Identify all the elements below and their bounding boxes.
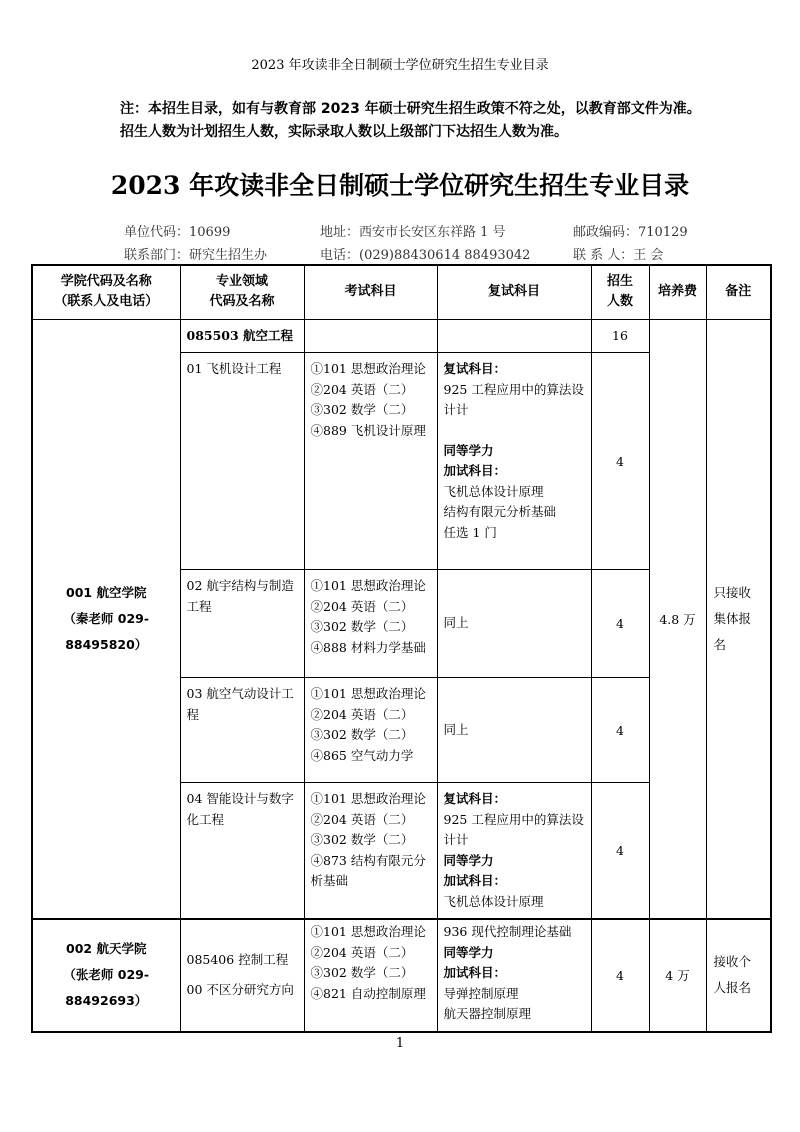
quota-cell: 4 <box>591 353 649 570</box>
quota-cell: 4 <box>591 570 649 678</box>
quota-cell: 4 <box>591 678 649 783</box>
retest-cell: 复试科目： 925 工程应用中的算法设计计 同等学力 加试科目： 飞机总体设计原理 结构有限元分析基础 任选 1 门 <box>437 353 591 570</box>
field-cell: 085406 控制工程 00 不区分研究方向 <box>180 919 304 1032</box>
notice <box>120 98 740 144</box>
address: 地址：西安市长安区东祥路 1 号 <box>320 225 506 240</box>
contact-person: 联 系 人：王 会 <box>573 248 664 263</box>
empty-cell <box>304 319 437 353</box>
header-row <box>32 265 771 319</box>
contact-dept: 联系部门：研究生招生办 <box>124 248 268 263</box>
college-name: 002 航天学院 <box>66 941 147 957</box>
college-cell <box>32 319 180 919</box>
exam-cell: ①101 思想政治理论 ②204 英语（二） ③302 数学（二） ④865 空气动力学 <box>304 678 437 783</box>
page-number: 1 <box>395 1036 405 1051</box>
empty-cell <box>437 319 591 353</box>
header-note: 备注 <box>706 265 771 319</box>
exam-cell: ①101 思想政治理论 ②204 英语（二） ③302 数学（二） ④889 飞机设计原理 <box>304 353 437 570</box>
table-row <box>32 319 771 353</box>
college-contact: （张老师 029-88492693） <box>63 967 150 1009</box>
note-cell: 只接收集体报名 <box>706 319 771 919</box>
running-header: 2023 年攻读非全日制硕士学位研究生招生专业目录 <box>251 58 549 73</box>
table-row <box>32 919 771 1032</box>
retest-cell: 同上 <box>437 678 591 783</box>
header-fee: 培养费 <box>649 265 706 319</box>
postal-code: 邮政编码：710129 <box>573 225 688 240</box>
fee-cell: 4.8 万 <box>649 319 706 919</box>
direction-cell: 02 航宇结构与制造工程 <box>180 570 304 678</box>
field-title: 085503 航空工程 <box>186 327 294 343</box>
retest-cell: 同上 <box>437 570 591 678</box>
notice-line-1: 注：本招生目录，如有与教育部 2023 年硕士研究生招生政策不符之处，以教育部文件为准。 <box>120 101 701 117</box>
notice-line-2: 招生人数为计划招生人数，实际录取人数以上级部门下达招生人数为准。 <box>120 124 568 140</box>
field-title-cell <box>180 319 304 353</box>
college-cell <box>32 919 180 1032</box>
header-exam: 考试科目 <box>304 265 437 319</box>
fee-cell: 4 万 <box>649 919 706 1032</box>
quota-cell: 4 <box>591 919 649 1032</box>
unit-code: 单位代码：10699 <box>124 225 231 240</box>
header-college: 学院代码及名称 （联系人及电话） <box>32 265 180 319</box>
retest-cell: 复试科目： 925 工程应用中的算法设计计 同等学力 加试科目： 飞机总体设计原理 <box>437 783 591 920</box>
page-title: 2023 年攻读非全日制硕士学位研究生招生专业目录 <box>110 171 690 200</box>
exam-cell: ①101 思想政治理论 ②204 英语（二） ③302 数学（二） ④873 结构有限元分析基础 <box>304 783 437 920</box>
field-quota: 16 <box>591 319 649 353</box>
college-name: 001 航空学院 <box>66 584 147 600</box>
phone: 电话：(029)88430614 88493042 <box>320 248 531 263</box>
exam-cell: ①101 思想政治理论 ②204 英语（二） ③302 数学（二） ④821 自动控制原理 <box>304 919 437 1032</box>
exam-cell: ①101 思想政治理论 ②204 英语（二） ③302 数学（二） ④888 材料力学基础 <box>304 570 437 678</box>
note-cell: 接收个人报名 <box>706 919 771 1032</box>
college-contact: （秦老师 029-88495820） <box>63 610 150 652</box>
quota-cell: 4 <box>591 783 649 920</box>
retest-cell: 936 现代控制理论基础 同等学力 加试科目： 导弹控制原理 航天器控制原理 <box>437 919 591 1032</box>
header-field: 专业领域 代码及名称 <box>180 265 304 319</box>
catalog-table <box>31 264 772 1033</box>
direction-cell: 03 航空气动设计工程 <box>180 678 304 783</box>
direction-cell: 04 智能设计与数字化工程 <box>180 783 304 920</box>
header-retest: 复试科目 <box>437 265 591 319</box>
header-quota: 招生 人数 <box>591 265 649 319</box>
direction-cell: 01 飞机设计工程 <box>180 353 304 570</box>
